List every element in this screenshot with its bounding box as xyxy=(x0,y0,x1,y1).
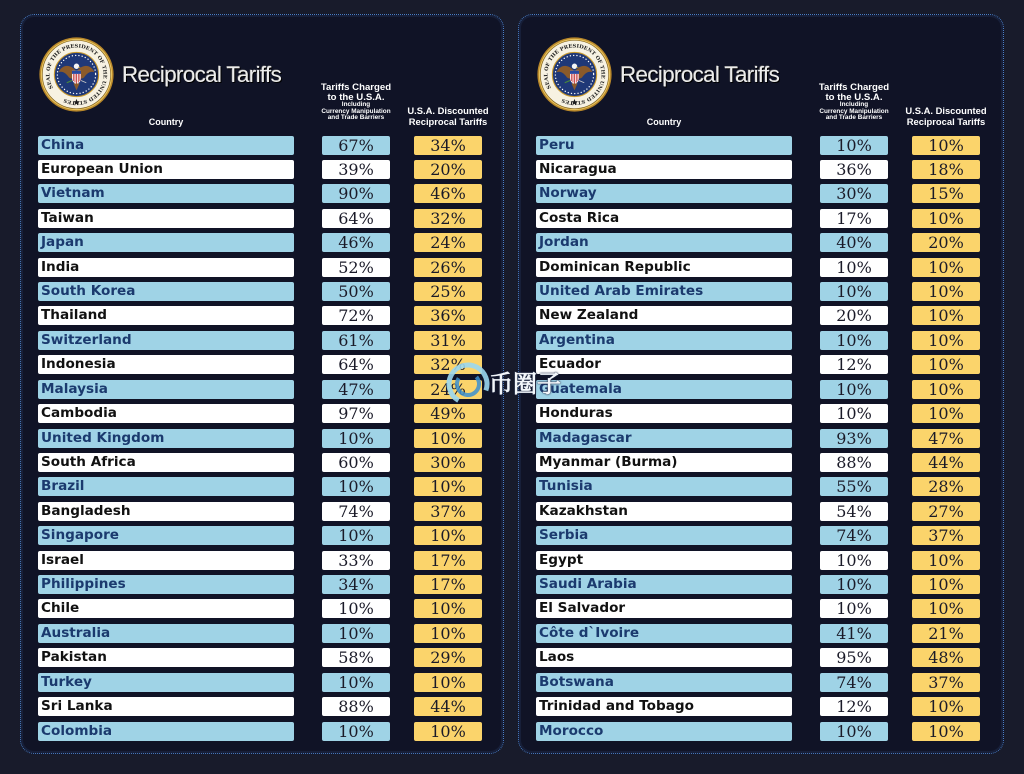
reciprocal-tariff-column-header: U.S.A. Discounted Reciprocal Tariffs xyxy=(407,104,489,127)
charged-tariff-cell: 10% xyxy=(322,722,390,741)
charged-tariff-column-note: Including Currency Manipulation and Trade Barriers xyxy=(819,101,889,122)
charged-tariff-cell: 10% xyxy=(820,722,888,741)
charged-tariff-cell: 10% xyxy=(820,258,888,277)
charged-tariff-cell: 10% xyxy=(820,380,888,399)
country-cell: El Salvador xyxy=(536,599,792,618)
tariff-table xyxy=(21,136,503,746)
charged-tariff-cell: 55% xyxy=(820,477,888,496)
country-cell: Brazil xyxy=(38,477,294,496)
reciprocal-tariff-cell: 17% xyxy=(414,575,482,594)
reciprocal-tariff-column-header: U.S.A. Discounted Reciprocal Tariffs xyxy=(905,104,987,127)
country-cell: Tunisia xyxy=(536,477,792,496)
table-row xyxy=(519,282,1003,301)
charged-tariff-cell: 10% xyxy=(322,624,390,643)
country-cell: Dominican Republic xyxy=(536,258,792,277)
country-cell: Argentina xyxy=(536,331,792,350)
charged-tariff-cell: 12% xyxy=(820,355,888,374)
reciprocal-tariff-cell: 10% xyxy=(912,282,980,301)
reciprocal-tariff-cell: 10% xyxy=(912,306,980,325)
reciprocal-tariff-cell: 36% xyxy=(414,306,482,325)
charged-tariff-cell: 10% xyxy=(820,551,888,570)
country-cell: Vietnam xyxy=(38,184,294,203)
table-row xyxy=(21,599,503,618)
charged-tariff-cell: 12% xyxy=(820,697,888,716)
table-row xyxy=(21,502,503,521)
reciprocal-tariff-cell: 34% xyxy=(414,136,482,155)
presidential-seal xyxy=(39,37,114,112)
table-row xyxy=(21,477,503,496)
country-cell: Thailand xyxy=(38,306,294,325)
charged-tariff-cell: 41% xyxy=(820,624,888,643)
table-row xyxy=(519,526,1003,545)
country-cell: Norway xyxy=(536,184,792,203)
table-row xyxy=(21,453,503,472)
reciprocal-tariff-cell: 26% xyxy=(414,258,482,277)
presidential-seal xyxy=(537,37,612,112)
reciprocal-tariff-cell: 29% xyxy=(414,648,482,667)
reciprocal-tariff-cell: 10% xyxy=(912,136,980,155)
charged-tariff-cell: 54% xyxy=(820,502,888,521)
table-row xyxy=(519,136,1003,155)
charged-tariff-cell: 10% xyxy=(322,477,390,496)
reciprocal-tariff-cell: 47% xyxy=(912,429,980,448)
table-row xyxy=(519,575,1003,594)
charged-tariff-cell: 17% xyxy=(820,209,888,228)
table-row xyxy=(21,306,503,325)
table-row xyxy=(21,282,503,301)
charged-tariff-cell: 39% xyxy=(322,160,390,179)
country-cell: Indonesia xyxy=(38,355,294,374)
reciprocal-tariff-cell: 10% xyxy=(414,624,482,643)
country-cell: Singapore xyxy=(38,526,294,545)
table-row xyxy=(21,258,503,277)
table-row xyxy=(519,429,1003,448)
reciprocal-tariff-cell: 32% xyxy=(414,355,482,374)
table-row xyxy=(519,502,1003,521)
charged-tariff-column-header: Tariffs Charged to the U.S.A. xyxy=(818,81,890,103)
table-row xyxy=(21,380,503,399)
country-cell: United Arab Emirates xyxy=(536,282,792,301)
charged-tariff-cell: 97% xyxy=(322,404,390,423)
charged-tariff-column-header: Tariffs Charged to the U.S.A. xyxy=(320,81,392,103)
reciprocal-tariff-cell: 10% xyxy=(912,697,980,716)
country-cell: South Africa xyxy=(38,453,294,472)
reciprocal-tariff-cell: 18% xyxy=(912,160,980,179)
country-cell: Botswana xyxy=(536,673,792,692)
country-cell: Chile xyxy=(38,599,294,618)
reciprocal-tariff-cell: 10% xyxy=(414,526,482,545)
reciprocal-tariff-cell: 10% xyxy=(414,722,482,741)
reciprocal-tariff-cell: 21% xyxy=(912,624,980,643)
country-cell: Peru xyxy=(536,136,792,155)
table-row xyxy=(21,429,503,448)
charged-tariff-cell: 72% xyxy=(322,306,390,325)
reciprocal-tariff-cell: 37% xyxy=(912,526,980,545)
panel-title: Reciprocal Tariffs xyxy=(620,61,780,87)
country-cell: India xyxy=(38,258,294,277)
charged-tariff-cell: 10% xyxy=(820,282,888,301)
watermark-logo xyxy=(444,360,492,408)
tariff-table xyxy=(519,136,1003,746)
reciprocal-tariff-cell: 48% xyxy=(912,648,980,667)
charged-tariff-cell: 10% xyxy=(322,673,390,692)
reciprocal-tariff-cell: 24% xyxy=(414,233,482,252)
charged-tariff-cell: 58% xyxy=(322,648,390,667)
country-cell: South Korea xyxy=(38,282,294,301)
reciprocal-tariff-cell: 10% xyxy=(912,209,980,228)
country-cell: Cambodia xyxy=(38,404,294,423)
country-cell: Costa Rica xyxy=(536,209,792,228)
country-cell: New Zealand xyxy=(536,306,792,325)
reciprocal-tariff-cell: 46% xyxy=(414,184,482,203)
country-cell: Jordan xyxy=(536,233,792,252)
table-row xyxy=(519,624,1003,643)
table-row xyxy=(21,624,503,643)
country-cell: Bangladesh xyxy=(38,502,294,521)
charged-tariff-column-note: Including Currency Manipulation and Trade Barriers xyxy=(321,101,391,122)
table-row xyxy=(519,697,1003,716)
charged-tariff-cell: 30% xyxy=(820,184,888,203)
charged-tariff-cell: 50% xyxy=(322,282,390,301)
country-cell: Trinidad and Tobago xyxy=(536,697,792,716)
charged-tariff-cell: 46% xyxy=(322,233,390,252)
reciprocal-tariff-cell: 10% xyxy=(912,258,980,277)
table-row xyxy=(519,551,1003,570)
charged-tariff-cell: 10% xyxy=(322,429,390,448)
table-row xyxy=(21,648,503,667)
panel-title: Reciprocal Tariffs xyxy=(122,61,282,87)
table-row xyxy=(21,355,503,374)
country-cell: Australia xyxy=(38,624,294,643)
reciprocal-tariff-cell: 24% xyxy=(414,380,482,399)
charged-tariff-cell: 88% xyxy=(820,453,888,472)
table-row xyxy=(519,722,1003,741)
reciprocal-tariff-cell: 44% xyxy=(912,453,980,472)
country-column-header: Country xyxy=(646,116,682,127)
country-cell: Nicaragua xyxy=(536,160,792,179)
reciprocal-tariff-cell: 17% xyxy=(414,551,482,570)
reciprocal-tariff-cell: 44% xyxy=(414,697,482,716)
reciprocal-tariff-cell: 10% xyxy=(912,575,980,594)
reciprocal-tariff-cell: 10% xyxy=(414,477,482,496)
table-row xyxy=(519,404,1003,423)
reciprocal-tariff-cell: 10% xyxy=(912,404,980,423)
table-row xyxy=(21,184,503,203)
charged-tariff-cell: 33% xyxy=(322,551,390,570)
reciprocal-tariff-cell: 10% xyxy=(912,551,980,570)
table-row xyxy=(519,233,1003,252)
reciprocal-tariff-cell: 10% xyxy=(912,380,980,399)
reciprocal-tariff-cell: 49% xyxy=(414,404,482,423)
table-row xyxy=(519,380,1003,399)
charged-tariff-cell: 10% xyxy=(820,575,888,594)
seal-lettering: SEAL OF THE PRESIDENT OF THE UNITED ST TES xyxy=(542,43,606,106)
table-row xyxy=(21,209,503,228)
reciprocal-tariff-cell: 25% xyxy=(414,282,482,301)
reciprocal-tariff-cell: 10% xyxy=(414,429,482,448)
table-row xyxy=(519,599,1003,618)
country-cell: Turkey xyxy=(38,673,294,692)
reciprocal-tariff-cell: 30% xyxy=(414,453,482,472)
charged-tariff-cell: 20% xyxy=(820,306,888,325)
reciprocal-tariff-cell: 20% xyxy=(414,160,482,179)
reciprocal-tariff-cell: 10% xyxy=(912,355,980,374)
charged-tariff-cell: 10% xyxy=(820,331,888,350)
table-row xyxy=(21,551,503,570)
table-row xyxy=(21,233,503,252)
country-cell: Kazakhstan xyxy=(536,502,792,521)
table-row xyxy=(519,453,1003,472)
table-row xyxy=(21,673,503,692)
country-cell: Madagascar xyxy=(536,429,792,448)
country-cell: Taiwan xyxy=(38,209,294,228)
country-cell: Colombia xyxy=(38,722,294,741)
charged-tariff-cell: 74% xyxy=(322,502,390,521)
charged-tariff-cell: 52% xyxy=(322,258,390,277)
table-row xyxy=(519,477,1003,496)
charged-tariff-cell: 47% xyxy=(322,380,390,399)
country-cell: Japan xyxy=(38,233,294,252)
country-cell: Guatemala xyxy=(536,380,792,399)
reciprocal-tariff-cell: 10% xyxy=(912,331,980,350)
country-cell: Israel xyxy=(38,551,294,570)
country-cell: Myanmar (Burma) xyxy=(536,453,792,472)
table-row xyxy=(21,697,503,716)
charged-tariff-cell: 64% xyxy=(322,355,390,374)
reciprocal-tariff-cell: 20% xyxy=(912,233,980,252)
country-cell: European Union xyxy=(38,160,294,179)
table-row xyxy=(21,331,503,350)
country-cell: Malaysia xyxy=(38,380,294,399)
table-row xyxy=(519,258,1003,277)
reciprocal-tariff-cell: 10% xyxy=(414,673,482,692)
charged-tariff-cell: 93% xyxy=(820,429,888,448)
reciprocal-tariff-cell: 28% xyxy=(912,477,980,496)
charged-tariff-cell: 64% xyxy=(322,209,390,228)
charged-tariff-cell: 61% xyxy=(322,331,390,350)
country-cell: Switzerland xyxy=(38,331,294,350)
charged-tariff-cell: 36% xyxy=(820,160,888,179)
charged-tariff-cell: 60% xyxy=(322,453,390,472)
country-cell: Pakistan xyxy=(38,648,294,667)
table-row xyxy=(519,331,1003,350)
table-row xyxy=(21,722,503,741)
table-row xyxy=(519,648,1003,667)
charged-tariff-cell: 40% xyxy=(820,233,888,252)
country-cell: Côte d`Ivoire xyxy=(536,624,792,643)
charged-tariff-cell: 74% xyxy=(820,673,888,692)
reciprocal-tariff-cell: 10% xyxy=(912,599,980,618)
country-cell: Honduras xyxy=(536,404,792,423)
reciprocal-tariff-cell: 10% xyxy=(414,599,482,618)
country-cell: Sri Lanka xyxy=(38,697,294,716)
charged-tariff-cell: 90% xyxy=(322,184,390,203)
charged-tariff-cell: 34% xyxy=(322,575,390,594)
charged-tariff-cell: 10% xyxy=(322,526,390,545)
reciprocal-tariff-cell: 10% xyxy=(912,722,980,741)
reciprocal-tariff-cell: 15% xyxy=(912,184,980,203)
charged-tariff-cell: 88% xyxy=(322,697,390,716)
table-row xyxy=(519,160,1003,179)
charged-tariff-cell: 10% xyxy=(820,136,888,155)
table-row xyxy=(21,526,503,545)
table-row xyxy=(21,575,503,594)
watermark-text: 币圈子 xyxy=(489,370,561,398)
tariff-table-panel-left xyxy=(20,14,504,754)
country-cell: Egypt xyxy=(536,551,792,570)
country-cell: China xyxy=(38,136,294,155)
reciprocal-tariff-cell: 31% xyxy=(414,331,482,350)
table-row xyxy=(519,355,1003,374)
country-cell: Morocco xyxy=(536,722,792,741)
table-row xyxy=(519,184,1003,203)
charged-tariff-cell: 10% xyxy=(322,599,390,618)
charged-tariff-cell: 95% xyxy=(820,648,888,667)
table-row xyxy=(21,160,503,179)
table-row xyxy=(21,136,503,155)
charged-tariff-cell: 10% xyxy=(820,404,888,423)
reciprocal-tariff-cell: 37% xyxy=(912,673,980,692)
country-column-header: Country xyxy=(148,116,184,127)
country-cell: United Kingdom xyxy=(38,429,294,448)
country-cell: Laos xyxy=(536,648,792,667)
charged-tariff-cell: 74% xyxy=(820,526,888,545)
reciprocal-tariff-cell: 32% xyxy=(414,209,482,228)
tariff-table-panel-right xyxy=(518,14,1004,754)
table-row xyxy=(519,673,1003,692)
table-row xyxy=(519,209,1003,228)
reciprocal-tariff-cell: 37% xyxy=(414,502,482,521)
country-cell: Philippines xyxy=(38,575,294,594)
country-cell: Serbia xyxy=(536,526,792,545)
charged-tariff-cell: 67% xyxy=(322,136,390,155)
table-row xyxy=(21,404,503,423)
reciprocal-tariff-cell: 27% xyxy=(912,502,980,521)
table-row xyxy=(519,306,1003,325)
country-cell: Ecuador xyxy=(536,355,792,374)
seal-lettering: SEAL OF THE PRESIDENT OF THE UNITED ST TES xyxy=(44,43,108,106)
charged-tariff-cell: 10% xyxy=(820,599,888,618)
country-cell: Saudi Arabia xyxy=(536,575,792,594)
